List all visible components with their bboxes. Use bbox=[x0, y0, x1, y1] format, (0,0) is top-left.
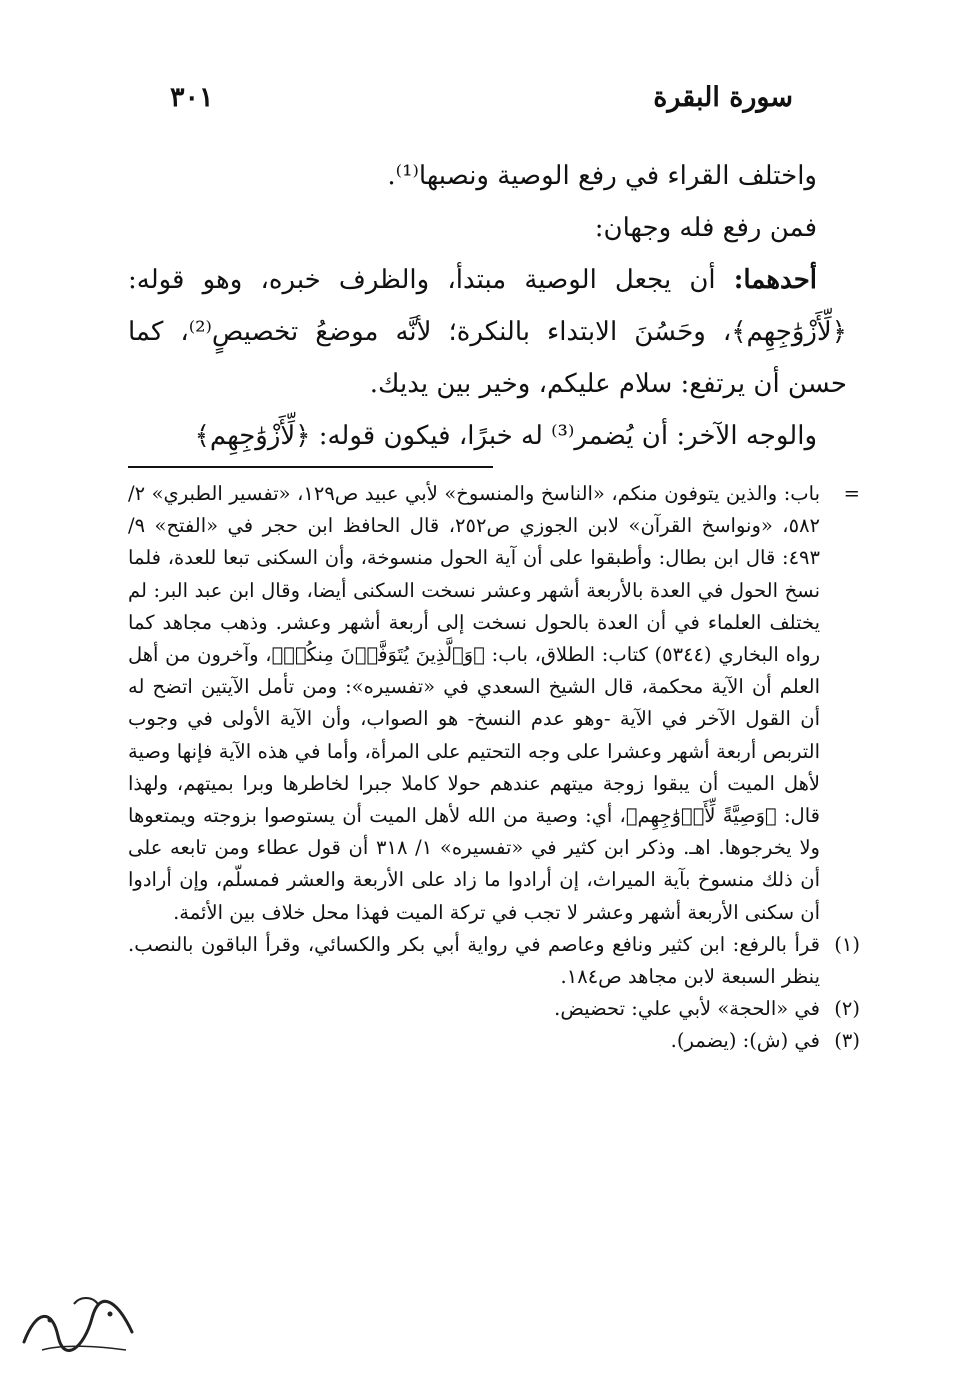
footnote-1-number: (١) bbox=[834, 932, 860, 956]
footnote-3-text: في (ش): (يضمر). bbox=[670, 1029, 820, 1053]
footnote-1 bbox=[128, 929, 860, 993]
paragraph-3 bbox=[128, 254, 847, 410]
main-text bbox=[128, 150, 847, 462]
footnote-2-number: (٢) bbox=[834, 997, 860, 1021]
paragraph-3-text: أن يجعل الوصية مبتدأ، والظرف خبره، وهو قوله: ﴿لِّأَزْوَٰجِهِم﴾، وحَسُنَ الابتداء بالنكرة؛ لأنَّه موضعُ تخصيصٍ⁽²⁾، كما حسن أن يرتفع: سلام عليكم، وخير بين يديك. bbox=[128, 265, 847, 399]
footnote-2-text: في «الحجة» لأبي علي: تحضيض. bbox=[554, 997, 820, 1021]
continuation-marker: = bbox=[843, 482, 860, 505]
paragraph-4: والوجه الآخر: أن يُضمر⁽³⁾ له خبرًا، فيكون قوله: ﴿لِّأَزْوَٰجِهِم﴾ bbox=[194, 421, 817, 451]
paragraph-2: فمن رفع فله وجهان: bbox=[594, 213, 817, 243]
footnotes-section bbox=[128, 478, 860, 1058]
footnote-continuation bbox=[128, 478, 860, 929]
paragraph-1: واختلف القراء في رفع الوصية ونصبها⁽¹⁾. bbox=[387, 161, 817, 191]
surah-name-header: سورة البقرة bbox=[653, 82, 793, 113]
paragraph-3-lead: أحدهما: bbox=[733, 265, 817, 295]
uploader-stamp-logo bbox=[14, 1290, 144, 1360]
footnote-1-text: قرأ بالرفع: ابن كثير ونافع وعاصم في رواية أبي بكر والكسائي، وقرأ الباقون بالنصب. ينظر السبعة لابن مجاهد ص١٨٤. bbox=[128, 932, 820, 989]
footnote-divider bbox=[128, 466, 493, 468]
footnote-3 bbox=[128, 1025, 860, 1057]
footnote-3-number: (٣) bbox=[834, 1029, 860, 1053]
continuation-text: باب: والذين يتوفون منكم، «الناسخ والمنسوخ» لأبي عبيد ص١٢٩، «تفسير الطبري» ٢/ ٥٨٢، «ونواسخ القرآن» لابن الجوزي ص٢٥٢، قال الحافظ ابن حجر في «الفتح» ٩/ ٤٩٣: قال ابن بطال: وأطبقوا على أن آية الحول منسوخة، وأن السكنى تبعا للعدة، فلما نسخ الحول في العدة بالأربعة أشهر وعشر نسخت السكنى أيضا، وقال ابن عبد البر: لم يختلف العلماء في أن العدة بالحول نسخت إلى أربعة أشهر وعشر. وذهب مجاهد كما رواه البخاري (٥٣٤٤) كتاب: الطلاق، باب: ﴿وَٱلَّذِينَ يُتَوَفَّوۡنَ مِنكُمۡ﴾، وآخرون من أهل العلم أن الآية محكمة، قال الشيخ السعدي في «تفسيره»: ومن تأمل الآيتين اتضح له أن القول الآخر في الآية -وهو عدم النسخ- هو الصواب، وأن الآية الأولى في وجوب التربص أربعة أشهر وعشرا على وجه التحتيم على المرأة، وأما في هذه الآية فإنها وصية لأهل الميت أن يبقوا زوجة ميتهم عندهم حولا كاملا جبرا لخاطرها وبرا بميتهم، ولهذا قال: ﴿وَصِيَّةً لِّأَزۡوَٰجِهِم﴾، أي: وصية من الله لأهل الميت أن يستوصوا بزوجته ويمتعوها ولا يخرجوها. اهـ. وذكر ابن كثير في «تفسيره» ١/ ٣١٨ أن قول عطاء ومن تابعه على أن ذلك منسوخ بآية الميراث، إن أرادوا ما زاد على الأربعة والعشر فمسلّم، وإن أرادوا أن سكنى الأربعة أشهر وعشر لا تجب في تركة الميت فهذا محل خلاف بين الأئمة. bbox=[128, 482, 821, 924]
footnote-2 bbox=[128, 993, 860, 1025]
page-number: ٣٠١ bbox=[170, 82, 214, 113]
